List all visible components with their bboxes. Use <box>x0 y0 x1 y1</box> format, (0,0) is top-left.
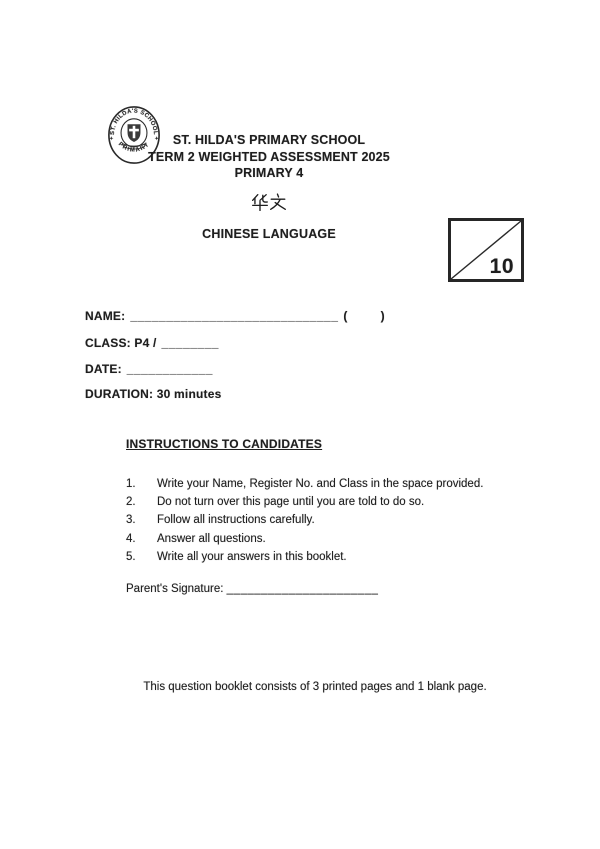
chinese-characters-huawen <box>251 193 287 211</box>
header-title-block <box>85 132 453 182</box>
instruction-text: Follow all instructions carefully. <box>157 514 315 527</box>
subject-title-chinese <box>85 193 453 216</box>
class-label: CLASS: P4 / <box>85 336 157 350</box>
class-fill-line: ________ <box>161 336 219 350</box>
subject-title-english: CHINESE LANGUAGE <box>202 227 336 241</box>
register-close-paren: ) <box>380 309 385 323</box>
date-field-row <box>85 362 213 376</box>
parent-signature-row <box>126 583 506 595</box>
instructions-list <box>126 475 506 566</box>
instruction-text: Write all your answers in this booklet. <box>157 550 347 563</box>
school-name: ST. HILDA'S PRIMARY SCHOOL <box>172 133 366 147</box>
instruction-item <box>126 511 506 529</box>
level-title: PRIMARY 4 <box>234 166 304 180</box>
instruction-number: 1. <box>126 478 136 490</box>
name-fill-line: _____________________________ <box>130 309 339 323</box>
logo-arc-top-text: ST. HILDA'S SCHOOL <box>109 108 159 136</box>
name-label: NAME: <box>85 309 126 323</box>
class-field-row <box>85 336 219 350</box>
date-fill-line: ____________ <box>126 362 213 376</box>
instructions-heading: INSTRUCTIONS TO CANDIDATES <box>126 437 323 451</box>
instruction-text: Answer all questions. <box>157 532 266 545</box>
instruction-number: 3. <box>126 514 136 527</box>
parent-signature-label: Parent's Signature: <box>126 583 224 596</box>
instruction-number: 2. <box>126 496 136 509</box>
instruction-item <box>126 475 506 493</box>
date-label: DATE: <box>85 362 122 376</box>
instruction-number: 5. <box>126 550 136 563</box>
marks-box <box>448 218 524 282</box>
instructions-section <box>126 437 506 595</box>
logo-arc-bottom-text: PRIMARY <box>116 141 152 154</box>
duration-field-row <box>85 387 226 401</box>
booklet-note: This question booklet consists of 3 printed pages and 1 blank page. <box>143 681 487 693</box>
instruction-item <box>126 493 506 511</box>
assessment-title: TERM 2 WEIGHTED ASSESSMENT 2025 <box>148 149 390 164</box>
instruction-number: 4. <box>126 532 136 545</box>
parent-signature-line: ______________________ <box>226 583 379 596</box>
total-marks-value: 10 <box>489 255 514 278</box>
instruction-text: Write your Name, Register No. and Class in the space provided. <box>157 478 484 490</box>
instruction-item <box>126 548 506 566</box>
name-field-row <box>85 309 385 323</box>
register-open-paren: ( <box>343 309 348 323</box>
duration-label: DURATION: 30 minutes <box>85 387 222 401</box>
instruction-text: Do not turn over this page until you are told to do so. <box>157 496 425 509</box>
instruction-item <box>126 530 506 548</box>
